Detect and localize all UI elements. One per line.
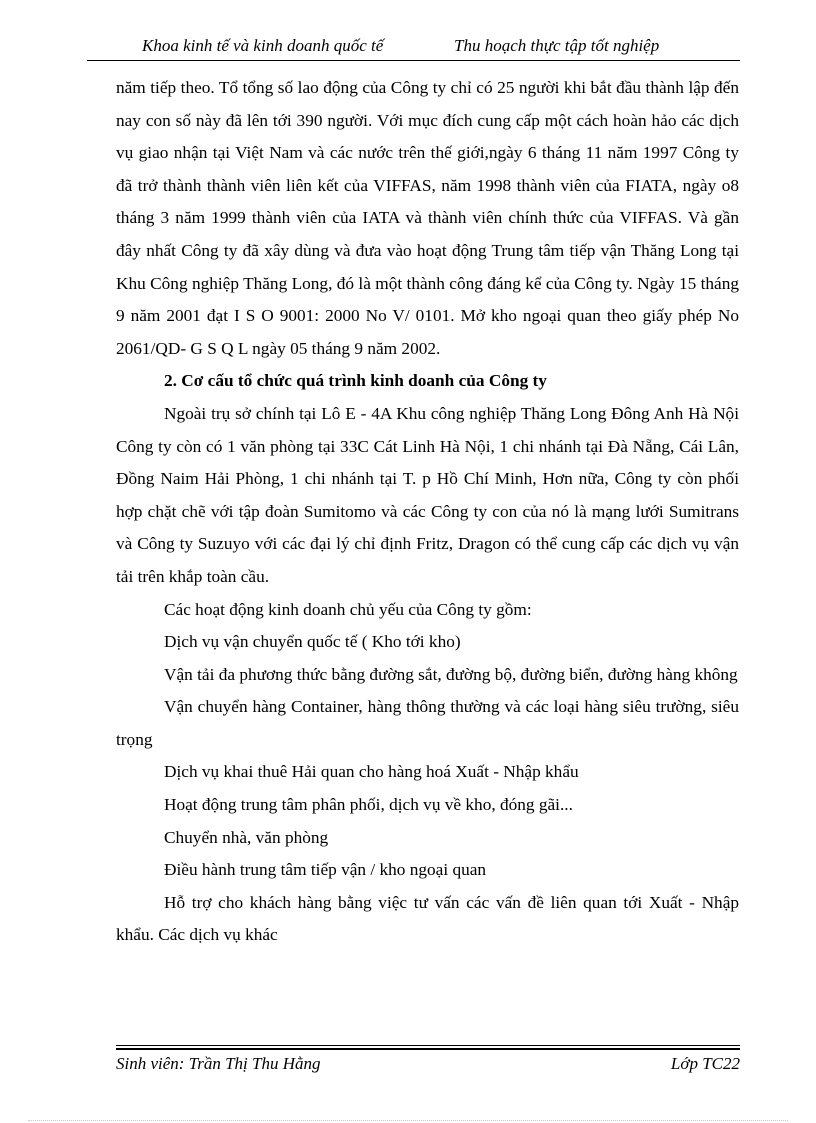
header-faculty: Khoa kinh tế và kinh doanh quốc tế: [142, 36, 384, 55]
page-header: [87, 30, 740, 61]
service-item: Điều hành trung tâm tiếp vận / kho ngoại quan: [164, 860, 487, 880]
service-item: Vận chuyển hàng Container, hàng thông thường và các loại hàng siêu trường, siêu trọng: [116, 697, 739, 749]
paragraph-offices: Ngoài trụ sở chính tại Lô E - 4A Khu công nghiệp Thăng Long Đông Anh Hà Nội Công ty còn có 1 văn phòng tại 33C Cát Linh Hà Nội, 1 chi nhánh tại Đà Nẵng, Cái Lân, Đồng Naim Hải Phòng, 1 chi nhánh tại T. p Hồ Chí Minh, Hơn nữa, Công ty còn phối hợp chặt chẽ với tập đoàn Sumitomo và các Công ty con của nó là mạng lưới Sumitrans và Công ty Suzuyo với các đại lý chỉ định Fritz, Dragon có thể cung cấp các dịch vụ vận tải trên khắp toàn cầu.: [116, 403, 739, 586]
service-item: Vận tải đa phương thức bằng đường sắt, đường bộ, đường biển, đường hàng không: [164, 664, 738, 684]
header-report-title: Thu hoạch thực tập tốt nghiệp: [454, 36, 660, 55]
service-item: Chuyển nhà, văn phòng: [164, 827, 329, 847]
paragraph-activities-intro: Các hoạt động kinh doanh chủ yếu của Công ty gồm:: [164, 599, 532, 619]
service-item: Hoạt động trung tâm phân phối, dịch vụ về kho, đóng gãi...: [164, 795, 573, 815]
service-item: Hỗ trợ cho khách hàng bằng việc tư vấn các vấn đề liên quan tới Xuất - Nhập khẩu. Các dịch vụ khác: [116, 892, 739, 945]
footer-divider: [116, 1045, 740, 1046]
service-item: Dịch vụ khai thuê Hải quan cho hàng hoá Xuất - Nhập khẩu: [164, 762, 579, 782]
section-heading: 2. Cơ cấu tổ chức quá trình kinh doanh của Công ty: [164, 371, 547, 391]
paragraph-company-history: năm tiếp theo. Tổ tổng số lao động của Công ty chỉ có 25 người khi bắt đầu thành lập đến nay con số này đã lên tới 390 người. Với mục đích cung cấp một cách hoàn hảo các dịch vụ giao nhận tại Việt Nam và các nước trên thế giới,ngày 6 tháng 11 năm 1997 Công ty đã trở thành thành viên liên kết của VIFFAS, năm 1998 thành viên của FIATA, ngày o8 tháng 3 năm 1999 thành viên của IATA và thành viên chính thức của VIFFAS. Và gần đây nhất Công ty đã xây dùng và đưa vào hoạt động Trung tâm tiếp vận Thăng Long tại Khu Công nghiệp Thăng Long, đó là một thành công đáng kể của Công ty. Ngày 15 tháng 9 năm 2001 đạt I S O 9001: 2000 No V/ 0101. Mở kho ngoại quan theo giấy phép No 2061/QD- G S Q L ngày 05 tháng 9 năm 2002.: [116, 78, 739, 358]
footer-student: Sinh viên: Trần Thị Thu Hằng: [116, 1054, 321, 1073]
footer-divider-thick: [116, 1048, 740, 1050]
page-footer: [116, 1054, 740, 1078]
page-edge: [28, 1120, 788, 1121]
service-item: Dịch vụ vận chuyển quốc tế ( Kho tới kho): [164, 632, 461, 652]
body-text: [116, 72, 739, 952]
footer-class: Lớp TC22: [670, 1054, 740, 1073]
